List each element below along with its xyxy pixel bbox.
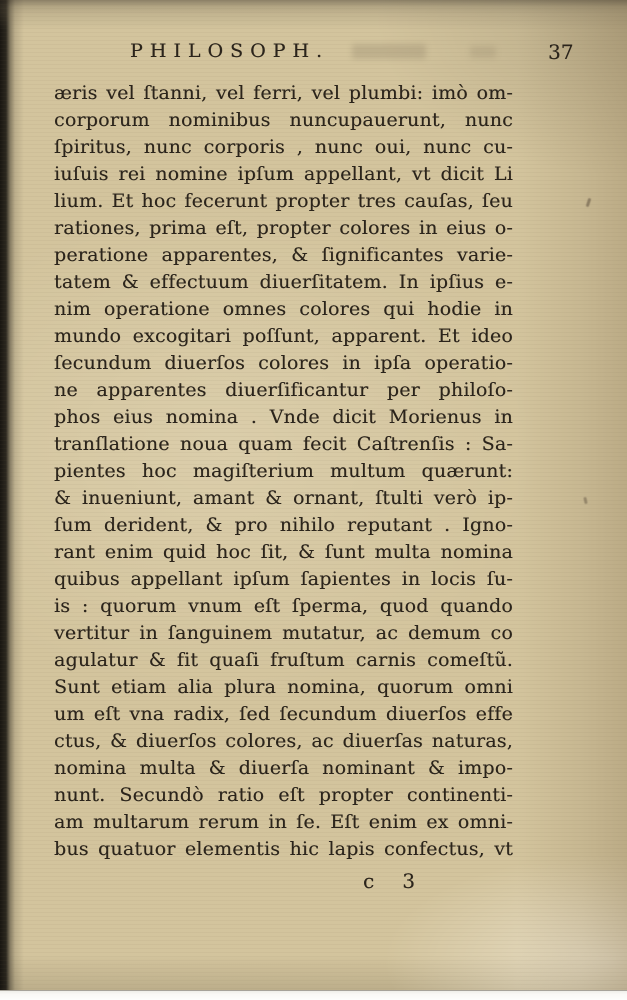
text-line: nomina multa & diuerſa nominant & impo- xyxy=(54,757,513,779)
body-text-block xyxy=(54,80,513,863)
text-line: iuſuis rei nomine ipſum appellant, vt dicit Li xyxy=(54,163,513,185)
text-line: ſecundum diuerſos colores in ipſa operatio- xyxy=(54,352,513,374)
scan-bottom-edge xyxy=(0,990,627,1000)
ink-speck xyxy=(583,497,587,504)
text-line: am multarum rerum in ſe. Eſt enim ex omni- xyxy=(54,811,513,833)
text-line: lium. Et hoc fecerunt propter tres cauſas, ſeu xyxy=(54,190,513,212)
text-line: ſpiritus, nunc corporis , nunc oui, nunc cu- xyxy=(54,136,513,158)
signature-mark xyxy=(363,869,415,893)
text-line: um eſt vna radix, ſed ſecundum diuerſos effe xyxy=(54,703,513,725)
text-line: rant enim quid hoc ſit, & ſunt multa nomina xyxy=(54,541,513,563)
text-line: æris vel ſtanni, vel ferri, vel plumbi: imò om- xyxy=(54,82,513,104)
signature-letter: c xyxy=(363,869,375,893)
bleedthrough-smudge xyxy=(470,46,496,58)
text-line: nunt. Secundò ratio eſt propter continenti- xyxy=(54,784,513,806)
text-line: nim operatione omnes colores qui hodie in xyxy=(54,298,513,320)
page-number: 37 xyxy=(548,40,574,64)
bleedthrough-smudge xyxy=(352,44,426,59)
text-line: peratione apparentes, & ſignificantes varie- xyxy=(54,244,513,266)
text-line: & inueniunt, amant & ornant, ſtulti verò ip- xyxy=(54,487,513,509)
text-line: corporum nominibus nuncupauerunt, nunc xyxy=(54,109,513,131)
text-line: ctus, & diuerſos colores, ac diuerſas naturas, xyxy=(54,730,513,752)
text-line: ſum derident, & pro nihilo reputant . Igno- xyxy=(54,514,513,536)
text-line: tatem & effectuum diuerſitatem. In ipſius e- xyxy=(54,271,513,293)
signature-number: 3 xyxy=(402,869,415,893)
text-line: Sunt etiam alia plura nomina, quorum omni xyxy=(54,676,513,698)
text-line: tranſlatione noua quam fecit Caſtrenſis : Sa- xyxy=(54,433,513,455)
text-line: quibus appellant ipſum ſapientes in locis ſu- xyxy=(54,568,513,590)
text-line: vertitur in ſanguinem mutatur, ac demum co xyxy=(54,622,513,644)
ink-speck xyxy=(586,198,592,207)
text-line: rationes, prima eſt, propter colores in eius o- xyxy=(54,217,513,239)
text-line: mundo excogitari poſſunt, apparent. Et ideo xyxy=(54,325,513,347)
text-line: ne apparentes diuerſificantur per philoſo- xyxy=(54,379,513,401)
text-line: phos eius nomina . Vnde dicit Morienus in xyxy=(54,406,513,428)
running-title: PHILOSOPH. xyxy=(130,40,330,62)
text-line: bus quatuor elementis hic lapis confectus, vt xyxy=(54,838,513,860)
text-line: agulatur & fit quaſi fruſtum carnis comeſtũ. xyxy=(54,649,513,671)
text-line: is : quorum vnum eſt ſperma, quod quando xyxy=(54,595,513,617)
text-line: pientes hoc magiſterium multum quærunt: xyxy=(54,460,513,482)
